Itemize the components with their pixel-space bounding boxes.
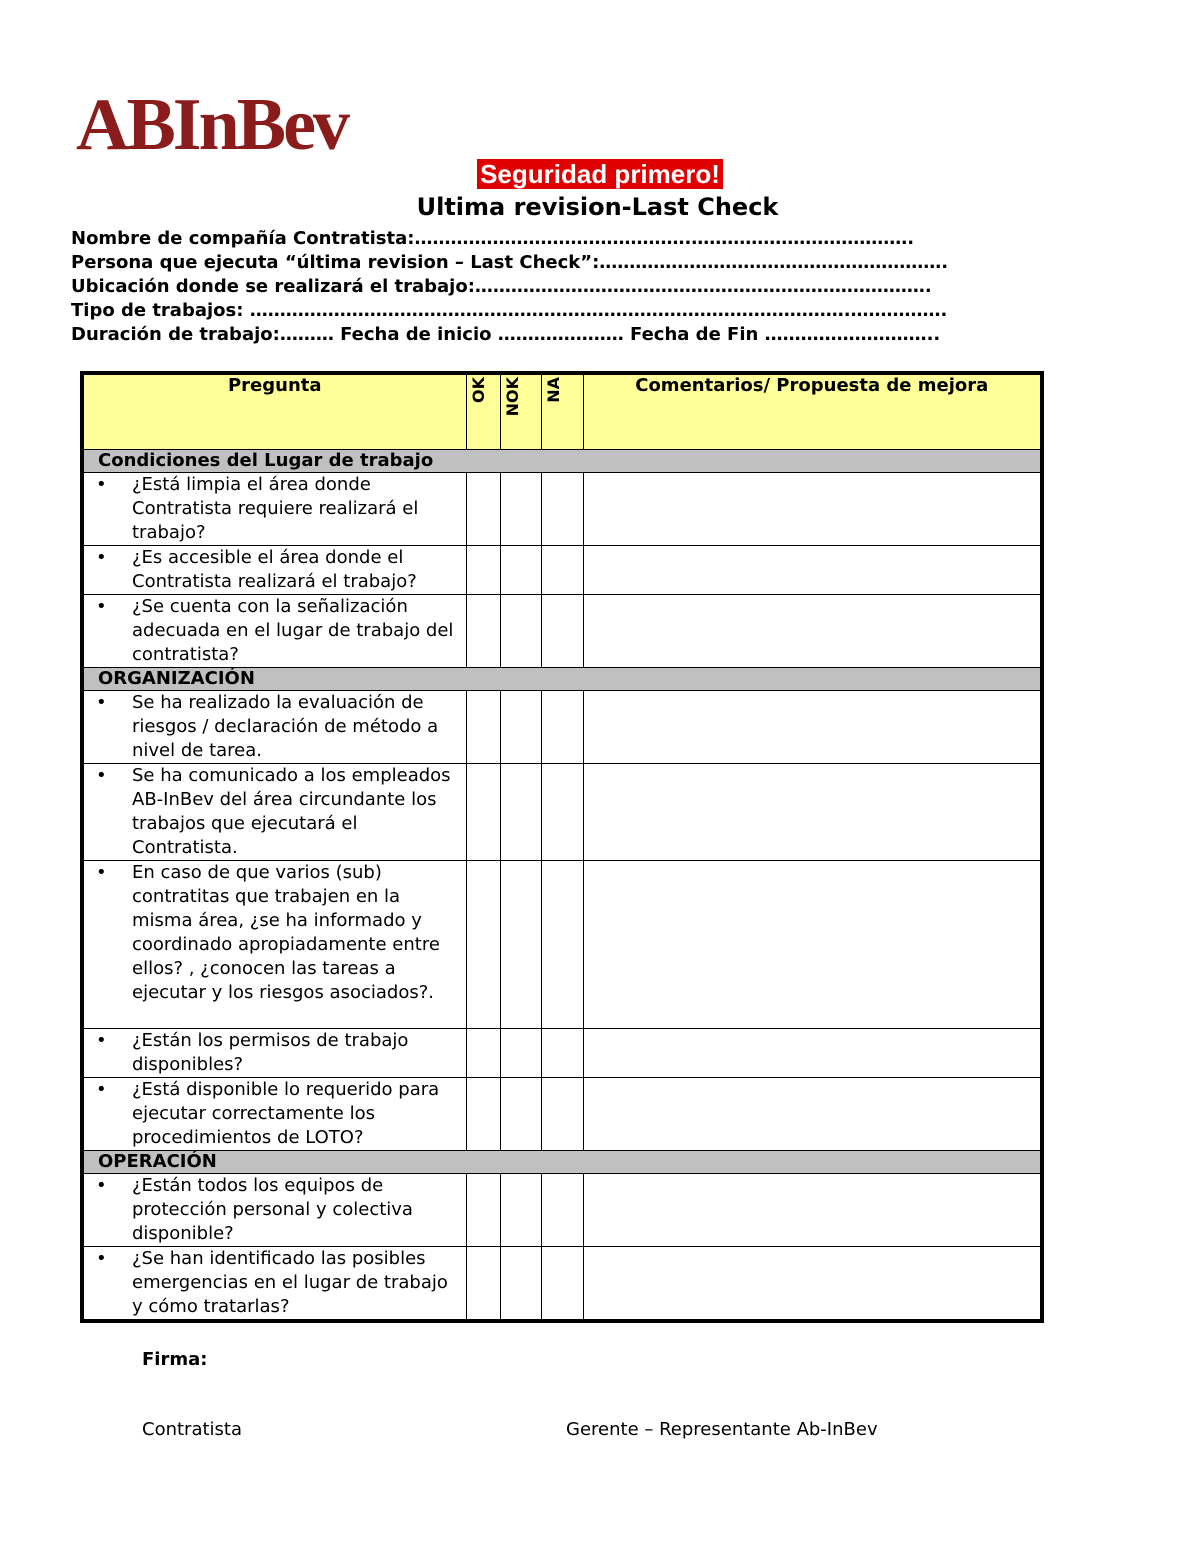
question-cell — [82, 691, 466, 764]
section-title: OPERACIÓN — [82, 1151, 1042, 1174]
comments-cell[interactable] — [583, 473, 1042, 546]
bullet-icon: • — [96, 765, 107, 786]
signature-manager: Gerente – Representante Ab-InBev — [566, 1419, 878, 1440]
ok-cell[interactable] — [466, 1247, 500, 1322]
section-header — [82, 668, 1042, 691]
na-cell[interactable] — [541, 1174, 583, 1247]
ok-cell[interactable] — [466, 473, 500, 546]
safety-banner-text: Seguridad primero! — [477, 159, 723, 189]
form-fields — [71, 227, 948, 347]
signature-label: Firma: — [142, 1349, 208, 1370]
field-duration-dates[interactable]: Duración de trabajo:……… Fecha de inicio ………………… Fecha de Fin ……………………….. — [71, 324, 941, 345]
nok-cell[interactable] — [500, 1078, 541, 1151]
checklist-row — [82, 764, 1042, 861]
question-cell — [82, 1078, 466, 1151]
question-text: ¿Es accesible el área donde el Contratista realizará el trabajo? — [132, 547, 417, 592]
checklist-row — [82, 1174, 1042, 1247]
section-header — [82, 1151, 1042, 1174]
header-question: Pregunta — [82, 373, 466, 450]
na-cell[interactable] — [541, 546, 583, 595]
checklist-row — [82, 595, 1042, 668]
question-text: Se ha comunicado a los empleados AB-InBev del área circundante los trabajos que ejecutará el Contratista. — [132, 765, 451, 858]
na-cell[interactable] — [541, 1029, 583, 1078]
nok-cell[interactable] — [500, 1247, 541, 1322]
comments-cell[interactable] — [583, 595, 1042, 668]
question-cell — [82, 595, 466, 668]
comments-cell[interactable] — [583, 691, 1042, 764]
question-cell — [82, 861, 466, 1029]
na-cell[interactable] — [541, 595, 583, 668]
bullet-icon: • — [96, 1175, 107, 1196]
document-title: Ultima revision-Last Check — [416, 193, 779, 221]
question-cell — [82, 1029, 466, 1078]
field-location[interactable]: Ubicación donde se realizará el trabajo:…………………………………………………………………. — [71, 276, 932, 297]
section-title: Condiciones del Lugar de trabajo — [82, 450, 1042, 473]
question-text: ¿Se cuenta con la señalización adecuada en el lugar de trabajo del contratista? — [132, 596, 454, 665]
comments-cell[interactable] — [583, 764, 1042, 861]
ok-cell[interactable] — [466, 1078, 500, 1151]
bullet-icon: • — [96, 692, 107, 713]
checklist-row — [82, 691, 1042, 764]
na-cell[interactable] — [541, 691, 583, 764]
question-cell — [82, 546, 466, 595]
nok-cell[interactable] — [500, 691, 541, 764]
checklist-row — [82, 1247, 1042, 1322]
field-company[interactable]: Nombre de compañía Contratista:……………………………………….………………………………. — [71, 228, 915, 249]
field-work-type[interactable]: Tipo de trabajos: ……………………………………………………………………………………….……………. — [71, 300, 948, 321]
question-cell — [82, 1247, 466, 1322]
section-header — [82, 450, 1042, 473]
header-ok: OK — [466, 373, 500, 450]
comments-cell[interactable] — [583, 1078, 1042, 1151]
header-comments: Comentarios/ Propuesta de mejora — [583, 373, 1042, 450]
ok-cell[interactable] — [466, 1174, 500, 1247]
header-na: NA — [541, 373, 583, 450]
na-cell[interactable] — [541, 1247, 583, 1322]
comments-cell[interactable] — [583, 546, 1042, 595]
bullet-icon: • — [96, 1079, 107, 1100]
question-text: ¿Se han identificado las posibles emergencias en el lugar de trabajo y cómo tratarlas? — [132, 1248, 448, 1317]
nok-cell[interactable] — [500, 1029, 541, 1078]
bullet-icon: • — [96, 1248, 107, 1269]
bullet-icon: • — [96, 862, 107, 883]
bullet-icon: • — [96, 474, 107, 495]
bullet-icon: • — [96, 547, 107, 568]
question-text: ¿Está limpia el área donde Contratista requiere realizará el trabajo? — [132, 474, 419, 543]
checklist-row — [82, 473, 1042, 546]
ok-cell[interactable] — [466, 861, 500, 1029]
field-person[interactable]: Persona que ejecuta “última revision – Last Check”:…………………………………………………. — [71, 252, 949, 273]
nok-cell[interactable] — [500, 473, 541, 546]
bullet-icon: • — [96, 1030, 107, 1051]
checklist-row — [82, 861, 1042, 1029]
question-text: Se ha realizado la evaluación de riesgos / declaración de método a nivel de tarea. — [132, 692, 439, 761]
nok-cell[interactable] — [500, 546, 541, 595]
ok-cell[interactable] — [466, 546, 500, 595]
section-title: ORGANIZACIÓN — [82, 668, 1042, 691]
comments-cell[interactable] — [583, 1174, 1042, 1247]
checklist-row — [82, 1078, 1042, 1151]
question-text: ¿Están todos los equipos de protección personal y colectiva disponible? — [132, 1175, 413, 1244]
bullet-icon: • — [96, 596, 107, 617]
nok-cell[interactable] — [500, 764, 541, 861]
question-text: ¿Está disponible lo requerido para ejecutar correctamente los procedimientos de LOTO? — [132, 1079, 440, 1148]
checklist-row — [82, 1029, 1042, 1078]
comments-cell[interactable] — [583, 1247, 1042, 1322]
ok-cell[interactable] — [466, 764, 500, 861]
ok-cell[interactable] — [466, 1029, 500, 1078]
safety-banner — [0, 159, 1200, 190]
question-text: ¿Están los permisos de trabajo disponibles? — [132, 1030, 409, 1075]
nok-cell[interactable] — [500, 861, 541, 1029]
checklist-table — [80, 371, 1044, 1323]
question-cell — [82, 1174, 466, 1247]
signature-contractor: Contratista — [142, 1419, 243, 1440]
nok-cell[interactable] — [500, 1174, 541, 1247]
comments-cell[interactable] — [583, 1029, 1042, 1078]
na-cell[interactable] — [541, 473, 583, 546]
na-cell[interactable] — [541, 861, 583, 1029]
nok-cell[interactable] — [500, 595, 541, 668]
comments-cell[interactable] — [583, 861, 1042, 1029]
na-cell[interactable] — [541, 764, 583, 861]
abinbev-logo: ABInBev — [76, 84, 347, 166]
question-cell — [82, 764, 466, 861]
question-cell — [82, 473, 466, 546]
ok-cell[interactable] — [466, 595, 500, 668]
checklist-row — [82, 546, 1042, 595]
ok-cell[interactable] — [466, 691, 500, 764]
header-nok: NOK — [500, 373, 541, 450]
question-text: En caso de que varios (sub) contratitas que trabajen en la misma área, ¿se ha informado y coordinado apropiadamente entre ellos? , ¿conocen las tareas a ejecutar y los riesgos asociados?. — [132, 862, 440, 1003]
na-cell[interactable] — [541, 1078, 583, 1151]
